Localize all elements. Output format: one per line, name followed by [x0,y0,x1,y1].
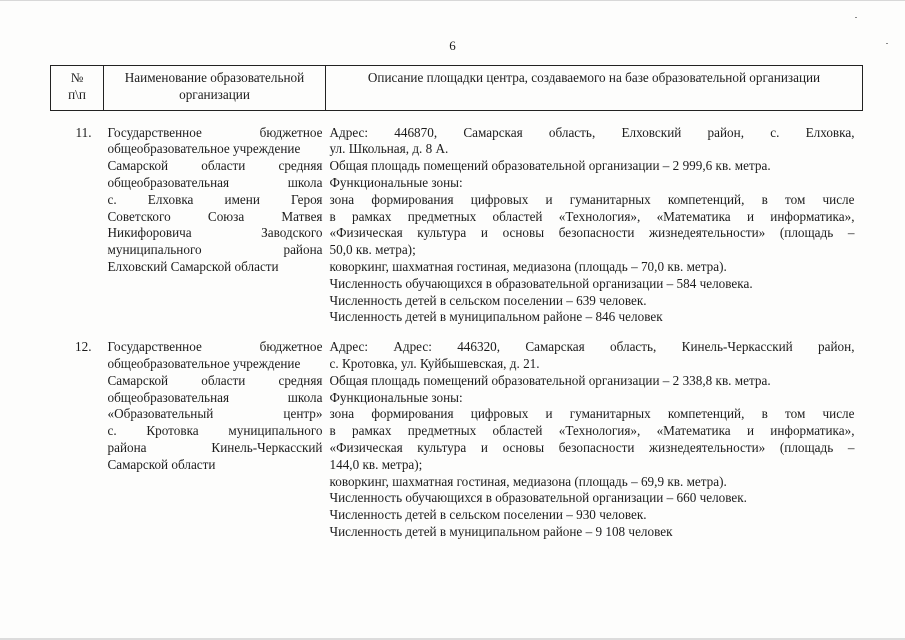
description-lines [330,339,855,541]
organization-line: района Кинель-Черкасский [107,439,323,455]
header-organization-line: Наименование образовательной [124,70,305,85]
site-description [326,326,863,541]
description-line: Функциональные зоны: [329,389,463,405]
organization-line: Государственное бюджетное [107,339,323,355]
organization-name [104,326,326,541]
description-line: коворкинг, шахматная гостиная, медиазона (площадь – 70,0 кв. метра). [329,258,727,274]
organization-name [104,110,326,326]
description-line: 50,0 кв. метра); [329,242,416,258]
organization-lines [108,339,323,473]
organization-line: общеобразовательная школа [107,389,323,405]
description-line: Адрес: Адрес: 446320, Самарская область, Кинель-Черкасский район, [329,339,855,355]
description-lines [330,125,855,327]
organization-lines [108,125,323,276]
organization-line: Елховский Самарской области [107,258,279,274]
description-line: коворкинг, шахматная гостиная, медиазона (площадь – 69,9 кв. метра). [329,473,727,489]
organization-line: общеобразовательное учреждение [107,141,301,157]
table-header-row [51,66,863,111]
description-line: Численность детей в сельском поселении – 930 человек. [329,507,647,523]
description-line: «Физическая культура и основы безопасности жизнедеятельности» (площадь – [329,225,855,241]
scan-speck [855,17,857,18]
scan-edge-top [0,0,905,1]
description-line: зона формирования цифровых и гуманитарных компетенций, в том числе [329,406,855,422]
page-number: 6 [449,38,456,53]
description-line: Адрес: 446870, Самарская область, Елховский район, с. Елховка, [329,124,855,140]
description-line: Численность детей в сельском поселении – 639 человек. [329,292,647,308]
description-line: Общая площадь помещений образовательной организации – 2 999,6 кв. метра. [329,158,771,174]
organization-line: Самарской области средняя [107,372,323,388]
description-line: зона формирования цифровых и гуманитарных компетенций, в том числе [329,191,855,207]
header-organization-line: организации [179,86,250,102]
description-line: «Физическая культура и основы безопасности жизнедеятельности» (площадь – [329,439,855,455]
description-line: Численность обучающихся в образовательной организации – 660 человек. [329,490,747,506]
description-line: с. Кротовка, ул. Куйбышевская, д. 21. [329,355,540,371]
organization-line: с. Елховка имени Героя [107,191,323,207]
table-row [51,326,863,541]
schools-table [50,65,863,541]
organization-line: с. Кротовка муниципального [107,423,323,439]
header-number-line: п\п [68,86,86,102]
description-line: Численность детей в муниципальном районе – 846 человек [329,309,663,325]
organization-line: Самарской области [107,456,216,472]
description-line: ул. Школьная, д. 8 А. [329,141,449,157]
description-line: 144,0 кв. метра); [329,456,423,472]
table-row [51,110,863,326]
header-number [51,66,104,111]
description-line: в рамках предметных областей «Технология», «Математика и информатика», [329,208,855,224]
header-description: Описание площадки центра, создаваемого на базе образовательной организации [326,66,863,111]
header-organization [104,66,326,111]
description-line: Общая площадь помещений образовательной организации – 2 338,8 кв. метра. [329,372,771,388]
description-line: Численность обучающихся в образовательной организации – 584 человека. [329,275,753,291]
row-number: 11. [75,124,92,140]
organization-line: Самарской области средняя [107,158,323,174]
header-number-line: № [70,70,84,85]
organization-line: «Образовательный центр» [107,406,323,422]
description-line: в рамках предметных областей «Технология», «Математика и информатика», [329,423,855,439]
site-description [326,110,863,326]
row-number: 12. [75,339,92,355]
organization-line: муниципального района [107,242,323,258]
organization-line: общеобразовательная школа [107,174,323,190]
description-line: Функциональные зоны: [329,174,463,190]
organization-line: Советского Союза Матвея [107,208,323,224]
organization-line: Никифоровича Заводского [107,225,323,241]
description-line: Численность детей в муниципальном районе – 9 108 человек [329,523,673,539]
organization-line: Государственное бюджетное [107,124,323,140]
organization-line: общеобразовательное учреждение [107,355,301,371]
